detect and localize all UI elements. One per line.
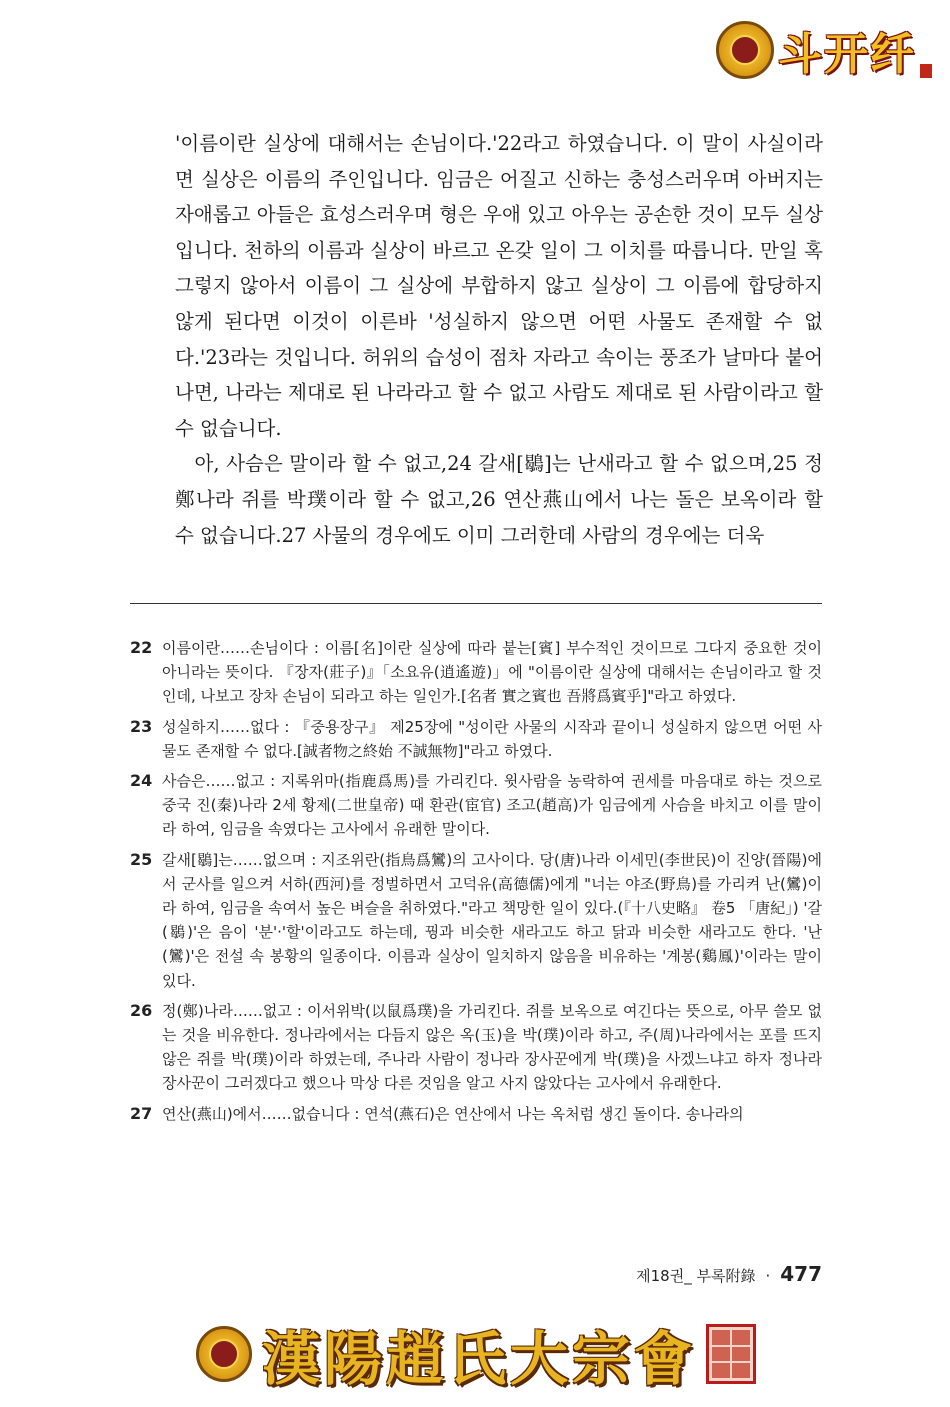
- main-text: [175, 126, 823, 553]
- clan-emblem-icon: [196, 1326, 252, 1382]
- footnote-number: 27: [130, 1103, 153, 1123]
- red-seal-stamp-icon: [706, 1324, 756, 1384]
- footnote-number: 24: [130, 771, 153, 791]
- footnote-text: 성실하지……없다 : 『중용장구』 제25장에 "성이란 사물의 시작과 끝이니 성실하지 않으면 어떤 사물도 존재할 수 없다.[誠者物之終始 不誠無物]"라고 하였다.: [162, 717, 822, 760]
- small-seal-icon: [920, 64, 932, 78]
- footnote-number: 26: [130, 1000, 153, 1020]
- footnote-number: 23: [130, 716, 153, 736]
- header-logo-text: 斗开纤: [778, 29, 916, 80]
- paragraph: 아, 사슴은 말이라 할 수 없고,24 갈새[鶡]는 난새라고 할 수 없으며,25 정鄭나라 쥐를 박璞이라 할 수 없고,26 연산燕山에서 나는 돌은 보옥이라 할 수 없습니다.27 사물의 경우에도 이미 그러한데 사람의 경우에는 더욱: [175, 452, 823, 547]
- header-logo: [716, 18, 932, 82]
- footnote-text: 이름이란……손님이다 : 이름[名]이란 실상에 따라 붙는[賓] 부수적인 것이므로 그다지 중요한 것이 아니라는 뜻이다. 『장자(莊子)』「소요유(逍遙遊)」에 "이름이란 실상에 대해서는 손님이라고 할 것인데, 나보고 장차 손님이 되라고 하는 일인가.[名者 實之賓也 吾將爲賓乎]"라고 하였다.: [162, 639, 822, 706]
- footnote-number: 22: [130, 638, 153, 657]
- paragraph: '이름이란 실상에 대해서는 손님이다.'22라고 하였습니다. 이 말이 사실이라면 실상은 이름의 주인입니다. 임금은 어질고 신하는 충성스러우며 아버지는 자애롭고 아들은 효성스러우며 형은 우애 있고 아우는 공손한 것이 모두 실상입니다. 천하의 이름과 실상이 바르고 온갖 일이 그 이치를 따릅니다. 만일 혹 그렇지 않아서 이름이 그 실상에 부합하지 않고 실상이 그 이름에 합당하지 않게 된다면 이것이 이른바 '성실하지 않으면 어떤 사물도 존재할 수 없다.'23라는 것입니다. 허위의 습성이 점차 자라고 속이는 풍조가 날마다 붙어나면, 나라는 제대로 된 나라라고 할 수 없고 사람도 제대로 된 사람이라고 할 수 없습니다.: [175, 132, 823, 440]
- footnote: [130, 715, 822, 763]
- footer-logo-text: 漢陽趙氏大宗會: [262, 1325, 697, 1393]
- footnote-text: 정(鄭)나라……없고 : 이서위박(以鼠爲璞)을 가리킨다. 쥐를 보옥으로 여긴다는 뜻으로, 아무 쓸모 없는 것을 비유한다. 정나라에서는 다듬지 않은 옥(玉)을 박(璞)이라 하고, 주(周)나라에서는 포를 뜨지 않은 쥐를 박(璞)이라 하였는데, 주나라 사람이 정나라 장사꾼에게 박(璞)을 사겠느냐고 하자 정나라 장사꾼이 그러겠다고 했으나 막상 다른 것임을 알고 사지 않았다는 고사에서 유래한다.: [162, 1001, 822, 1093]
- footnote: [130, 636, 822, 709]
- clan-emblem-icon: [716, 21, 774, 79]
- footnote-text: 갈새[鶡]는……없으며 : 지조위란(指鳥爲鸞)의 고사이다. 당(唐)나라 이세민(李世民)이 진양(晉陽)에서 군사를 일으켜 서하(西河)를 정벌하면서 고덕유(高德儒)에게 "너는 야조(野鳥)를 가리켜 난(鸞)이라 하여, 임금을 속여서 높은 벼슬을 취하였다."라고 책망한 일이 있다.(『十八史略』 卷5 「唐紀」) '갈(鶡)'은 음이 '분'·'할'이라고도 하는데, 꿩과 비슷한 새라고도 하고 닭과 비슷한 새라고도 한다. '난(鸞)'은 전설 속 봉황의 일종이다. 이름과 실상이 일치하지 않음을 비유하는 '계봉(鷄鳳)'이라는 말이 있다.: [162, 850, 822, 990]
- section-label: 제18권_ 부록附錄: [636, 1267, 756, 1285]
- footnote: [130, 769, 822, 842]
- footnote-text: 사슴은……없고 : 지록위마(指鹿爲馬)를 가리킨다. 윗사람을 농락하여 권세를 마음대로 하는 것으로 중국 진(秦)나라 2세 황제(二世皇帝) 때 환관(宦官) 조고(趙高)가 임금에게 사슴을 바치고 이를 말이라 하여, 임금을 속였다는 고사에서 유래한 말이다.: [162, 772, 822, 839]
- page-number: 477: [780, 1262, 822, 1286]
- footer-separator: ·: [765, 1267, 771, 1285]
- footnote: [130, 848, 822, 993]
- footnote-number: 25: [130, 849, 153, 869]
- footer-logo: [196, 1312, 756, 1396]
- footnote: [130, 999, 822, 1096]
- footnote-divider: [130, 603, 822, 604]
- page-footer: [636, 1262, 822, 1286]
- footnote: [130, 1102, 822, 1126]
- footnote-text: 연산(燕山)에서……없습니다 : 연석(燕石)은 연산에서 나는 옥처럼 생긴 돌이다. 송나라의: [162, 1104, 744, 1123]
- footnotes: [130, 636, 822, 1132]
